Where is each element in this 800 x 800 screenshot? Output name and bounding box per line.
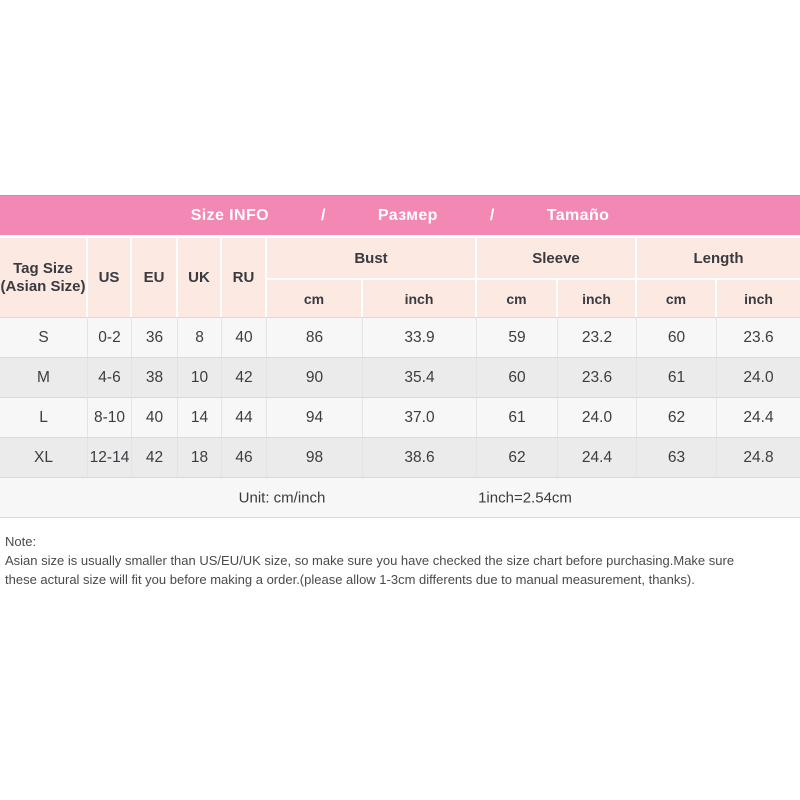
table-row-s (0, 317, 800, 357)
cell-us: 8-10 (88, 397, 132, 437)
cell-bust-cm: 94 (267, 397, 363, 437)
cell-sleeve-cm: 61 (477, 397, 558, 437)
cell-sleeve-inch: 23.2 (558, 317, 637, 357)
note-section (0, 532, 800, 589)
banner-title-en: Size INFO (190, 206, 269, 224)
cell-uk: 14 (178, 397, 222, 437)
cell-uk: 18 (178, 437, 222, 477)
column-header-sleeve-cm: cm (477, 280, 558, 317)
cell-ru: 44 (222, 397, 267, 437)
column-header-length-cm: cm (637, 280, 717, 317)
cell-bust-inch: 38.6 (363, 437, 477, 477)
column-header-eu: EU (132, 238, 178, 317)
cell-length-inch: 23.6 (717, 317, 800, 357)
table-row-xl (0, 437, 800, 477)
cell-us: 12-14 (88, 437, 132, 477)
column-header-uk: UK (178, 238, 222, 317)
cell-ru: 46 (222, 437, 267, 477)
cell-sleeve-cm: 59 (477, 317, 558, 357)
cell-eu: 42 (132, 437, 178, 477)
cell-bust-cm: 90 (267, 357, 363, 397)
header-group-row (0, 238, 800, 280)
cell-us: 4-6 (88, 357, 132, 397)
banner-separator: / (320, 206, 326, 224)
column-header-bust-cm: cm (267, 280, 363, 317)
tag-size-line1: Tag Size (13, 259, 73, 277)
cell-eu: 36 (132, 317, 178, 357)
cell-us: 0-2 (88, 317, 132, 357)
size-label: S (0, 317, 88, 357)
banner-separator: / (489, 206, 495, 224)
cell-bust-inch: 37.0 (363, 397, 477, 437)
note-line-2: these actural size will fit you before making a order.(please allow 1-3cm differents due to manual measurement, thanks). (5, 572, 695, 587)
size-label: XL (0, 437, 88, 477)
cell-bust-cm: 86 (267, 317, 363, 357)
inch-conversion-label: 1inch=2.54cm (478, 489, 572, 506)
column-group-sleeve: Sleeve (477, 238, 637, 280)
cell-sleeve-cm: 60 (477, 357, 558, 397)
unit-footer-cell (0, 477, 800, 518)
column-header-tag-size (0, 238, 88, 317)
note-line-1: Asian size is usually smaller than US/EU/UK size, so make sure you have checked the size chart before purchasing.Make sure (5, 553, 735, 568)
cell-length-inch: 24.0 (717, 357, 800, 397)
cell-sleeve-cm: 62 (477, 437, 558, 477)
size-chart-table (0, 238, 800, 518)
cell-eu: 38 (132, 357, 178, 397)
cell-length-cm: 61 (637, 357, 717, 397)
cell-length-inch: 24.8 (717, 437, 800, 477)
tag-size-line2: (Asian Size) (0, 277, 86, 295)
size-label: L (0, 397, 88, 437)
size-info-banner (0, 195, 800, 235)
cell-bust-inch: 33.9 (363, 317, 477, 357)
cell-length-inch: 24.4 (717, 397, 800, 437)
cell-eu: 40 (132, 397, 178, 437)
cell-sleeve-inch: 24.0 (558, 397, 637, 437)
cell-sleeve-inch: 23.6 (558, 357, 637, 397)
size-label: M (0, 357, 88, 397)
cell-bust-cm: 98 (267, 437, 363, 477)
column-header-length-inch: inch (717, 280, 800, 317)
unit-footer-row (0, 477, 800, 518)
banner-title-es: Tamaño (546, 206, 610, 224)
size-chart-page (0, 195, 800, 800)
column-group-bust: Bust (267, 238, 477, 280)
banner-title-ru: Размер (377, 206, 438, 224)
column-header-ru: RU (222, 238, 267, 317)
table-row-m (0, 357, 800, 397)
column-header-sleeve-inch: inch (558, 280, 637, 317)
cell-sleeve-inch: 24.4 (558, 437, 637, 477)
cell-uk: 8 (178, 317, 222, 357)
table-row-l (0, 397, 800, 437)
column-header-us: US (88, 238, 132, 317)
unit-label: Unit: cm/inch (238, 489, 326, 506)
cell-length-cm: 62 (637, 397, 717, 437)
note-label: Note: (5, 534, 37, 549)
cell-uk: 10 (178, 357, 222, 397)
cell-length-cm: 63 (637, 437, 717, 477)
column-group-length: Length (637, 238, 800, 280)
cell-length-cm: 60 (637, 317, 717, 357)
cell-bust-inch: 35.4 (363, 357, 477, 397)
cell-ru: 42 (222, 357, 267, 397)
cell-ru: 40 (222, 317, 267, 357)
column-header-bust-inch: inch (363, 280, 477, 317)
